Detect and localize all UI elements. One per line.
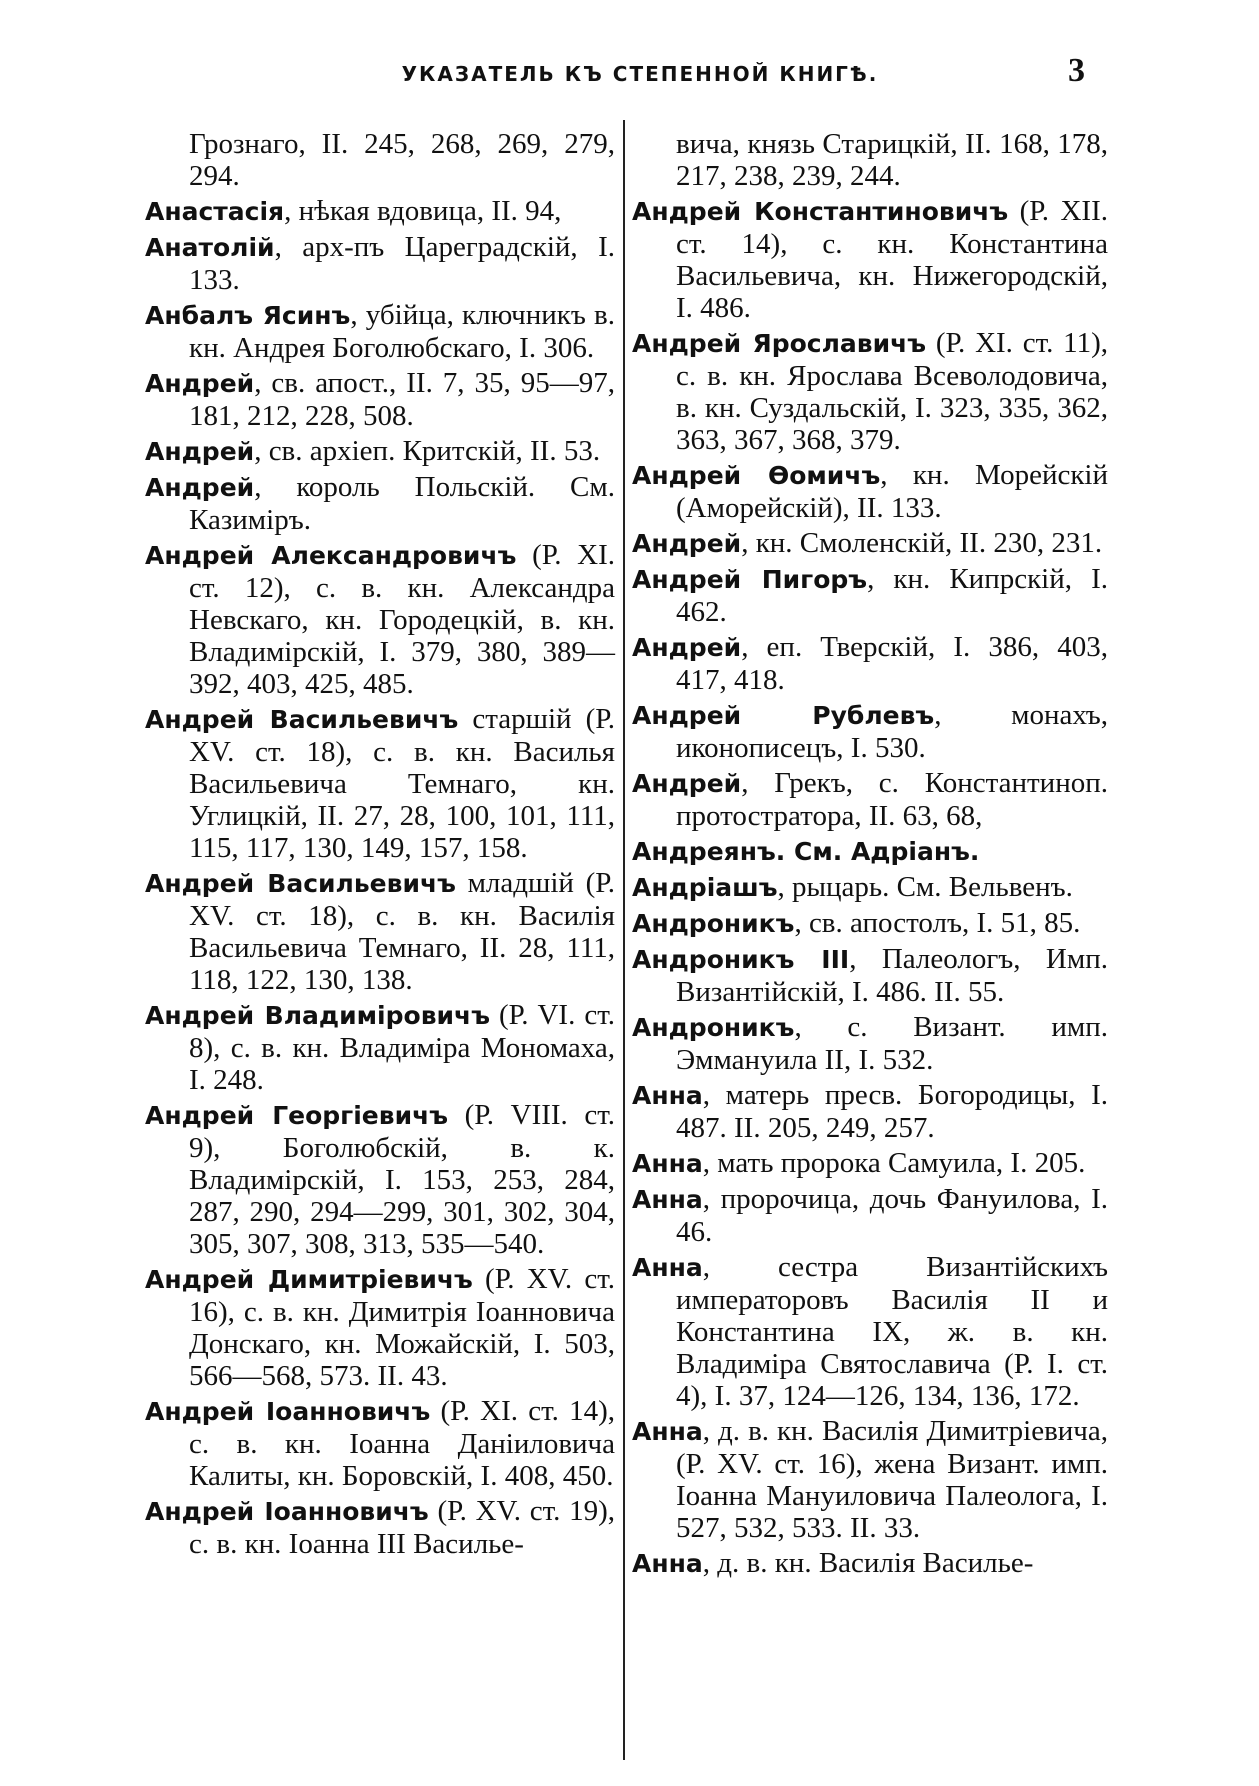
entry-headword: Андрей Іоанновичъ — [145, 1497, 429, 1526]
index-entry — [632, 1079, 1108, 1144]
index-entry — [632, 327, 1108, 456]
entry-text: , Палеологъ, Имп. Византійскій, I. 486. II. 55. — [676, 943, 1108, 1008]
entry-headword: Андроникъ III — [632, 945, 850, 974]
index-entry — [145, 1395, 615, 1492]
entry-text: , Грекъ, с. Константиноп. протостратора, II. 63, 68, — [676, 767, 1108, 832]
index-entry — [632, 1183, 1108, 1248]
index-entry — [632, 835, 1108, 868]
entry-headword: Андреянъ. См. Адріанъ. — [632, 837, 980, 866]
index-entry — [145, 435, 615, 468]
entry-text: , еп. Тверскій, I. 386, 403, 417, 418. — [676, 631, 1108, 696]
entry-headword: Анна — [632, 1417, 703, 1446]
entry-text: , д. в. кн. Василія Димитріевича, (Р. XV. ст. 16), жена Визант. имп. Іоанна Мануиловича Палеолога, I. 527, 532, 533. II. 33. — [676, 1415, 1108, 1544]
entry-text: , мать пророка Самуила, I. 205. — [702, 1147, 1086, 1179]
entry-headword: Андроникъ — [632, 909, 795, 938]
index-entry — [145, 367, 615, 432]
entry-text: , арх-пъ Цареградскій, I. 133. — [189, 231, 615, 296]
index-entry — [632, 907, 1108, 940]
index-entry — [632, 1547, 1108, 1580]
index-entry — [145, 999, 615, 1096]
entry-headword: Анна — [632, 1081, 703, 1110]
index-entry — [632, 527, 1108, 560]
entry-headword: Андрей Рублевъ — [632, 701, 935, 730]
entry-headword: Андрей Владиміровичъ — [145, 1001, 490, 1030]
index-entry — [145, 1099, 615, 1260]
index-entry — [632, 563, 1108, 628]
entry-headword: Андрей Димитріевичъ — [145, 1265, 473, 1294]
index-entry — [145, 231, 615, 296]
index-entry — [632, 943, 1108, 1008]
entry-headword: Андрей — [145, 473, 255, 502]
entry-headword: Андрей Георгіевичъ — [145, 1101, 449, 1130]
entry-headword: Андрей Константиновичъ — [632, 197, 1009, 226]
index-entry — [632, 767, 1108, 832]
index-entry — [145, 195, 615, 228]
entry-text: , король Польскій. См. Казиміръ. — [189, 471, 615, 536]
entry-text: (Р. XV. ст. 19), с. в. кн. Іоанна III Василье- — [189, 1495, 615, 1560]
entry-text: , кн. Морейскій (Аморейскій), II. 133. — [676, 459, 1108, 524]
index-entry — [145, 1263, 615, 1392]
entry-headword: Анна — [632, 1149, 703, 1178]
entry-text: старшій (Р. XV. ст. 18), с. в. кн. Василья Васильевича Темнаго, кн. Углицкій, II. 27, 28, 100, 101, 111, 115, 117, 130, 149, 157, 158. — [189, 703, 615, 864]
entry-text: (Р. XI. ст. 12), с. в. кн. Александра Невскаго, кн. Городецкій, в. кн. Владимірскій, I. 379, 380, 389—392, 403, 425, 485. — [189, 539, 616, 700]
entry-headword: Андрей Александровичъ — [145, 541, 517, 570]
entry-text: , монахъ, иконописецъ, I. 530. — [676, 699, 1108, 764]
entry-text: , пророчица, дочь Фануилова, I. 46. — [676, 1183, 1108, 1248]
index-entry — [145, 539, 615, 700]
entry-text: , рыцарь. См. Вельвенъ. — [777, 871, 1073, 903]
entry-text: , св. апостолъ, I. 51, 85. — [794, 907, 1081, 939]
entry-text: , св. архіеп. Критскій, II. 53. — [254, 435, 601, 467]
entry-headword: Андрей Васильевичъ — [145, 869, 456, 898]
index-entry — [632, 1251, 1108, 1412]
entry-text: , сестра Византійскихъ императоровъ Василія II и Константина IX, ж. в. кн. Владиміра Святославича (Р. I. ст. 4), I. 37, 124—126, 134, 136, 172. — [676, 1251, 1108, 1412]
index-entry — [632, 128, 1108, 192]
entry-text: , убійца, ключникъ в. кн. Андрея Боголюбскаго, I. 306. — [189, 299, 615, 364]
index-entry — [632, 1147, 1108, 1180]
entry-headword: Андрей — [145, 437, 255, 466]
entry-text: (Р. XV. ст. 16), с. в. кн. Димитрія Іоанновича Донскаго, кн. Можайскій, I. 503, 566—568, 573. II. 43. — [189, 1263, 615, 1392]
index-entry — [632, 1011, 1108, 1076]
entry-text: , кн. Кипрскій, I. 462. — [676, 563, 1108, 628]
page-number: 3 — [1068, 52, 1085, 89]
entry-headword: Анастасія — [145, 197, 285, 226]
entry-text: Грознаго, II. 245, 268, 269, 279, 294. — [189, 128, 615, 192]
running-head: УКАЗАТЕЛЬ КЪ СТЕПЕННОЙ КНИГѢ. — [401, 62, 879, 86]
entry-headword: Андрей Ѳомичъ — [632, 461, 881, 490]
index-entry — [632, 195, 1108, 324]
entry-headword: Анатолій — [145, 233, 275, 262]
entry-text: (Р. VIII. ст. 9), Боголюбскій, в. к. Владимірскій, I. 153, 253, 284, 287, 290, 294—299, 301, 302, 304, 305, 307, 308, 313, 535—540. — [189, 1099, 615, 1260]
entry-text: , нѣкая вдовица, II. 94, — [284, 195, 562, 227]
entry-headword: Андрей Васильевичъ — [145, 705, 459, 734]
entry-headword: Андрей — [632, 769, 742, 798]
entry-text: , с. Визант. имп. Эммануила II, I. 532. — [676, 1011, 1108, 1076]
index-entry — [145, 703, 615, 864]
entry-headword: Анна — [632, 1185, 703, 1214]
entry-text: , кн. Смоленскій, II. 230, 231. — [741, 527, 1103, 559]
index-entry — [632, 699, 1108, 764]
index-entry — [632, 459, 1108, 524]
entry-headword: Анна — [632, 1253, 703, 1282]
index-entry — [145, 867, 615, 996]
entry-text: младшій (Р. XV. ст. 18), с. в. кн. Василія Васильевича Темнаго, II. 28, 111, 118, 122, 130, 138. — [189, 867, 615, 996]
right-column — [632, 128, 1108, 1583]
entry-text: (Р. XII. ст. 14), с. кн. Константина Васильевича, кн. Нижегородскій, I. 486. — [676, 195, 1108, 324]
entry-headword: Андрей Ярославичъ — [632, 329, 927, 358]
entry-text: вича, князь Старицкій, II. 168, 178, 217, 238, 239, 244. — [676, 128, 1108, 192]
index-entry — [145, 299, 615, 364]
index-entry — [145, 128, 615, 192]
entry-text: , св. апост., II. 7, 35, 95—97, 181, 212, 228, 508. — [189, 367, 615, 432]
entry-headword: Анбалъ Ясинъ — [145, 301, 351, 330]
entry-headword: Андроникъ — [632, 1013, 795, 1042]
entry-text: (Р. VI. ст. 8), с. в. кн. Владиміра Мономаха, I. 248. — [189, 999, 615, 1096]
entry-text: (Р. XI. ст. 11), с. в. кн. Ярослава Всеволодовича, в. кн. Суздальскій, I. 323, 335, 362, 363, 367, 368, 379. — [676, 327, 1108, 456]
entry-headword: Андрей Іоанновичъ — [145, 1397, 431, 1426]
entry-text: , д. в. кн. Василія Василье- — [702, 1547, 1034, 1579]
index-entry — [145, 471, 615, 536]
index-entry — [145, 1495, 615, 1560]
entry-headword: Андрей — [632, 529, 742, 558]
entry-text: (Р. XI. ст. 14), с. в. кн. Іоанна Даніиловича Калиты, кн. Боровскій, I. 408, 450. — [189, 1395, 615, 1492]
entry-headword: Андрей — [632, 633, 742, 662]
entry-headword: Андріашъ — [632, 873, 778, 902]
index-entry — [632, 871, 1108, 904]
entry-headword: Анна — [632, 1549, 703, 1578]
column-divider — [623, 120, 625, 1760]
index-entry — [632, 631, 1108, 696]
left-column — [145, 128, 615, 1563]
entry-text: , матерь пресв. Богородицы, I. 487. II. 205, 249, 257. — [676, 1079, 1108, 1144]
entry-headword: Андрей Пигоръ — [632, 565, 868, 594]
entry-headword: Андрей — [145, 369, 255, 398]
index-entry — [632, 1415, 1108, 1544]
